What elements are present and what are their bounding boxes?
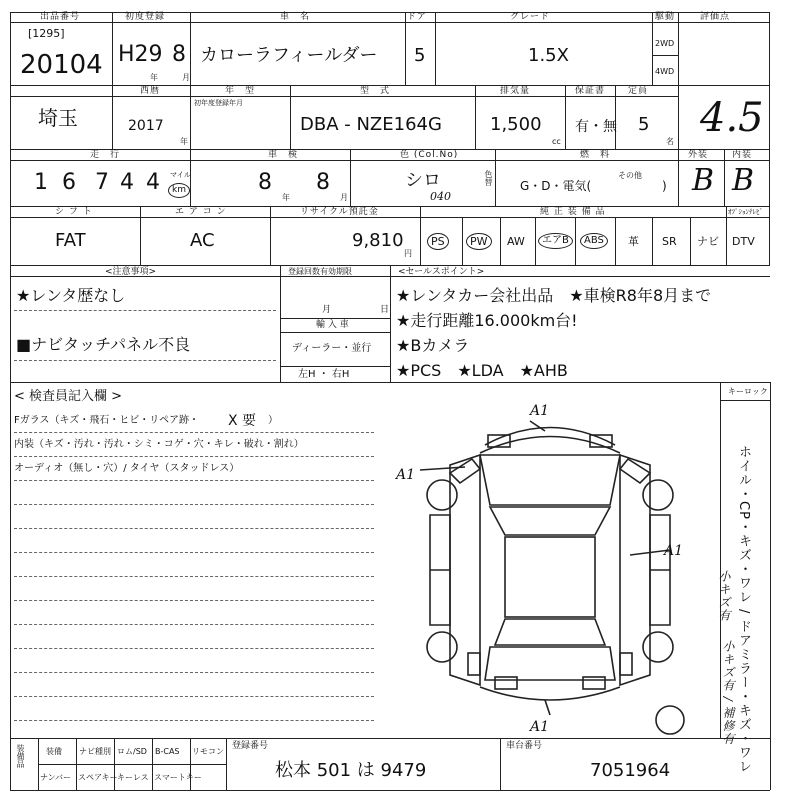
- lot-bracket: [1295]: [28, 27, 65, 40]
- chassis-number: 7051964: [590, 760, 671, 781]
- lot-number: 20104: [20, 50, 103, 80]
- model-name: カローラフィールダー: [200, 45, 378, 66]
- first-reg-label: 初度登録: [125, 12, 166, 22]
- handle-side: 左H ・ 右H: [298, 369, 350, 380]
- side-note-2: 小キズ有 / 補修有: [721, 640, 735, 746]
- mark-left: A1: [396, 467, 416, 483]
- first-reg-month: 8: [172, 42, 186, 67]
- glass-mark: X 要: [228, 413, 257, 429]
- interior-line: 内装（キズ・汚れ・汚れ・シミ・コゲ・穴・キレ・破れ・割れ）: [14, 439, 304, 450]
- exterior-grade: B: [692, 163, 715, 198]
- equip-navi: ナビ: [697, 235, 719, 248]
- inspection-month: 8: [316, 170, 330, 195]
- bottom-tag: 装備品: [16, 744, 25, 768]
- score-label: 評価点: [700, 12, 731, 22]
- grade-value: 1.5X: [528, 45, 569, 66]
- audio-line: オーディオ（無し・穴）/ タイヤ（スタッドレス）: [14, 463, 240, 474]
- inspector-label: < 検査員記入欄 >: [14, 389, 123, 404]
- caution-label: <注意事項>: [105, 267, 157, 277]
- mark-right: A1: [664, 543, 684, 559]
- region-value: 埼玉: [38, 106, 78, 130]
- sales-line-4: ★PCS ★LDA ★AHB: [396, 361, 568, 380]
- equip-pw: PW: [466, 233, 492, 250]
- model-code: DBA - NZE164G: [300, 114, 442, 135]
- year-value: 2017: [128, 118, 164, 134]
- first-reg-year: H29: [118, 42, 163, 67]
- warranty: 有・無: [575, 119, 617, 135]
- side-vertical-text: ホイル・CP・キズ・ワレ / ドアミラー・キズ・ワレ: [736, 445, 751, 774]
- note-navi: ■ナビタッチパネル不良: [16, 335, 191, 354]
- sales-line-2: ★走行距離16.000km台!: [396, 311, 578, 330]
- dealer-parallel: ディーラー・並行: [292, 343, 372, 354]
- aircon-value: AC: [190, 230, 215, 251]
- sales-line-3: ★Bカメラ: [396, 336, 470, 355]
- equip-dtv: DTV: [732, 235, 755, 248]
- mark-front: A1: [530, 403, 550, 419]
- equip-airbag: エアB: [538, 233, 573, 249]
- drive-label: 駆動: [655, 12, 676, 22]
- mileage-unit: km: [168, 183, 190, 198]
- equip-abs: ABS: [580, 233, 608, 249]
- side-note-1: 小キズ有: [717, 570, 731, 622]
- fuel-options: G・D・電気(: [520, 179, 592, 193]
- equip-aw: AW: [507, 235, 525, 248]
- inspection-year: 8: [258, 170, 272, 195]
- equip-sr: SR: [662, 235, 677, 248]
- displacement: 1,500: [490, 114, 542, 135]
- color-code: 040: [430, 190, 451, 203]
- note-rental: ★レンタ歴なし: [16, 286, 126, 305]
- interior-grade: B: [732, 163, 755, 198]
- keylock-label: キーロック: [728, 387, 768, 396]
- recycle-value: 9,810: [352, 230, 404, 251]
- glass-line: Fガラス（キズ・飛石・ヒビ・リペア跡・: [14, 415, 200, 426]
- lot-label: 出品番号: [40, 12, 81, 22]
- model-name-label: 車 名: [280, 12, 311, 22]
- mark-rear: A1: [530, 719, 550, 735]
- shift-value: FAT: [55, 230, 86, 251]
- door-label: ドア: [407, 12, 427, 22]
- score-value: 4.5: [700, 95, 764, 141]
- color-name: シロ: [405, 170, 441, 191]
- sales-line-1: ★レンタカー会社出品 ★車検R8年8月まで: [396, 286, 712, 305]
- equip-ps: PS: [427, 233, 449, 250]
- capacity: 5: [638, 114, 650, 135]
- plate-number: 松本 501 は 9479: [275, 760, 427, 781]
- grade-label: グレード: [510, 12, 551, 22]
- auction-sheet: 出品番号 初度登録 車 名 ドア グレード 駆動 評価点 [1295] 20104 H29 8 年 月 カローラフィールダー 5 1.5X 2WD 4WD 西暦 年 型 初年度登録年月 型 式 排気量 保証書 定員 埼玉 2017 年 DBA - NZE164G 1,500 cc 有・無 5 名 4.5 走 行 車 検 色 (Col.No) 燃 料 外装 内装 マイル 1 6 7 4 4 km 8 年 8 月 シロ 040 色替 G・D・電気( その他 ) B B シ フ ト エ ア コ ン リサイクル預託金 純 正 装 備 品 ｵﾌﾟｼｮﾝﾃﾚﾋﾞ FAT AC 9,810 円 PS PW AW エアB ABS 革 SR ナビ DTV <注意事項> ★レンタ歴なし ■ナビタッチパネル不良 登録回数有効期限 月 日 輸 入 車 ディーラー・並行 左H ・ 右H <セールスポイント> ★レンタカー会社出品 ★車検R8年8月まで ★走行距離16.000km台! ★Bカメラ ★PCS ★LDA ★AHB キーロック < 検査員記入欄 > Fガラス（キズ・飛石・ヒビ・リペア跡・ X 要 ） 内装（キズ・汚れ・汚れ・シミ・コゲ・穴・キレ・破れ・割れ） オーディオ（無し・穴）/ タイヤ（スタッドレス） A1 A1 A1 A1 ホイル・CP・キズ・ワレ / ドアミラー・キズ・ワレ 小キズ有 小キズ有 / 補修有 装備品 装備 ナビ種別 ロム/SD B-CAS リモコン ナンバー スペアキー キーレス スマートキー 登録番号 松本 501 は 9479 車台番号 7051964: [0, 0, 800, 800]
- car-damage-diagram: [380, 395, 720, 735]
- equip-leather: 革: [628, 235, 639, 248]
- door-count: 5: [414, 45, 426, 66]
